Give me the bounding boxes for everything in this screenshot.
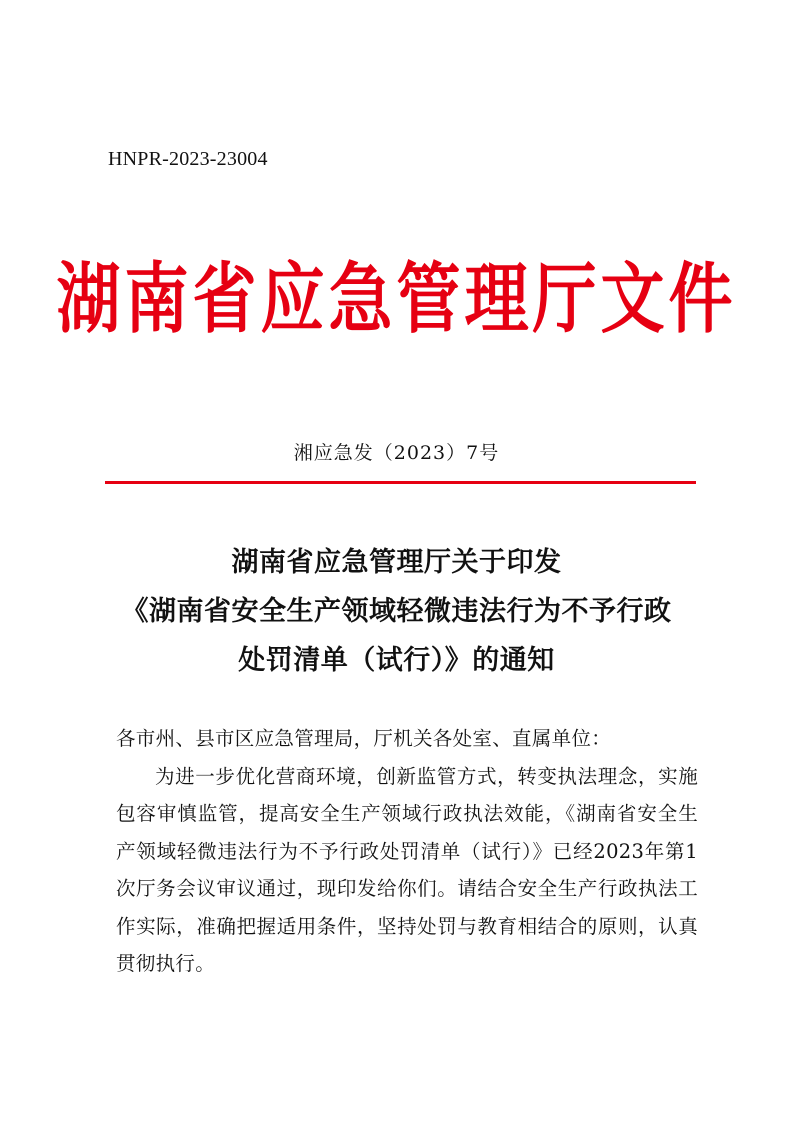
agency-red-header: 湖南省应急管理厅文件 [56, 256, 737, 345]
body-paragraph: 为进一步优化营商环境，创新监管方式，转变执法理念，实施包容审慎监管，提高安全生产领域行政执法效能，《湖南省安全生产领域轻微违法行为不予行政处罚清单（试行）》已经2023年第1次厅务会议审议通过，现印发给你们。请结合安全生产行政执法工作实际，准确把握适用条件，坚持处罚与教育相结合的原则，认真贯彻执行。 [116, 764, 698, 975]
issue-number: 湘应急发（2023）7号 [293, 442, 500, 464]
title-line-2: 《湖南省安全生产领域轻微违法行为不予行政 [121, 596, 672, 627]
title-line-1: 湖南省应急管理厅关于印发 [231, 547, 562, 578]
title-line-3: 处罚清单（试行）》的通知 [238, 645, 555, 676]
document-title [0, 538, 793, 685]
document-body [116, 720, 698, 983]
red-separator-line [105, 481, 696, 484]
salutation: 各市州、县市区应急管理局，厅机关各处室、直属单位： [116, 727, 612, 750]
document-number: HNPR-2023-23004 [108, 148, 268, 170]
